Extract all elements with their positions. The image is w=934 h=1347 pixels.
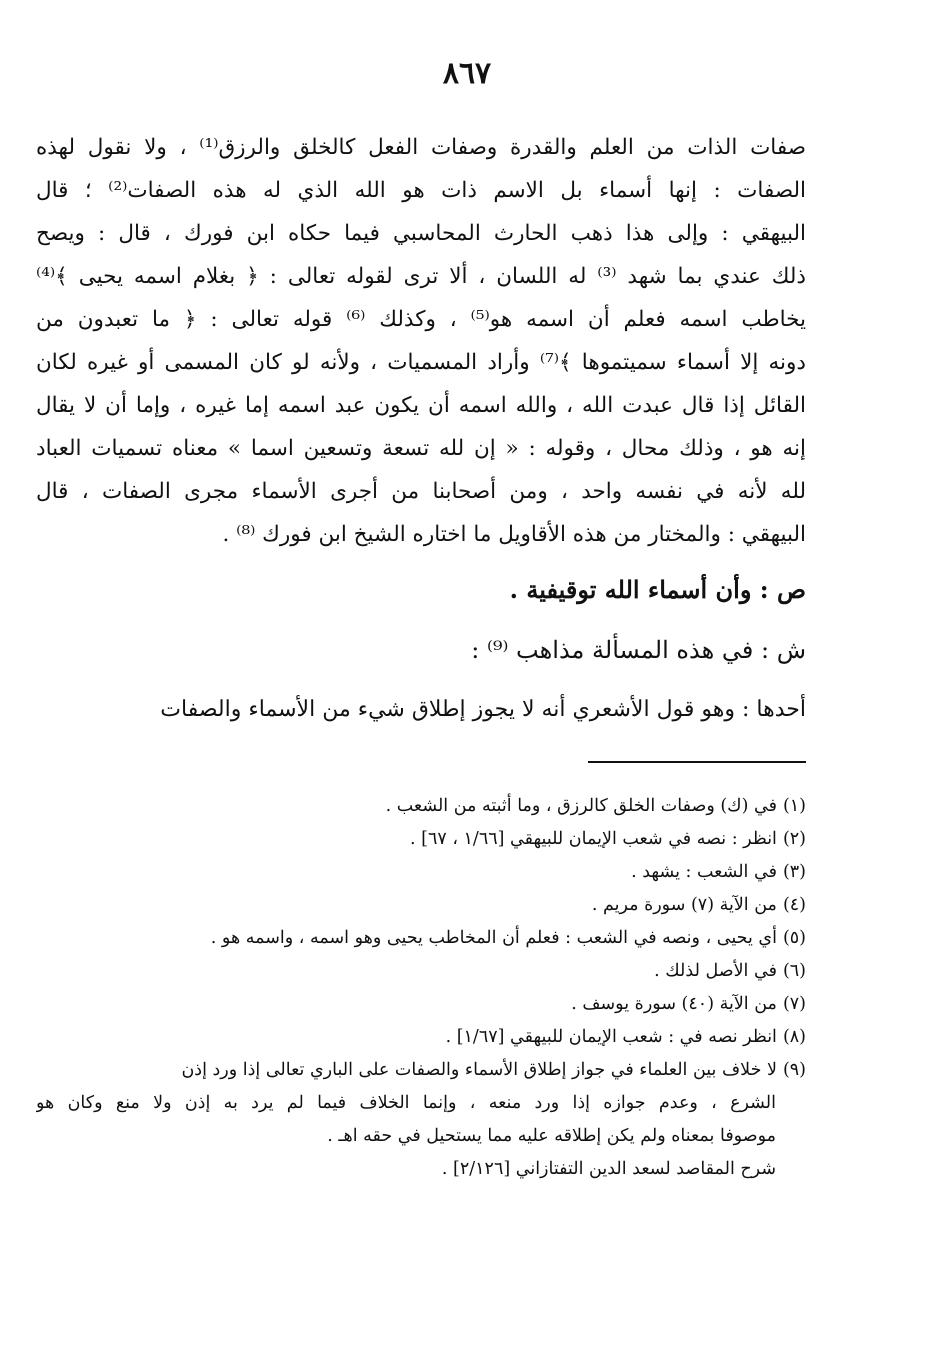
- footnotes: [36, 790, 806, 1186]
- footnote: [36, 856, 806, 889]
- footnote-text: في الشعب : يشهد .: [631, 862, 777, 882]
- footnote-number: (٦): [782, 961, 806, 981]
- page-number: ٨٦٧: [442, 56, 492, 91]
- main-text: [36, 126, 806, 556]
- text-heading-sad: ص : وأن أسماء الله توقيفية .: [509, 575, 806, 604]
- footnote-continuation: موصوفا بمعناه ولم يكن إطلاقه عليه مما يستحيل في حقه اهـ .: [327, 1126, 776, 1146]
- main-line: إنه هو ، وذلك محال ، وقوله : « إن لله تسعة وتسعين اسما » معناه تسميات العباد: [36, 436, 806, 461]
- main-line: دونه إلا أسماء سميتموها ﴾⁽⁷⁾ وأراد المسميات ، ولأنه لو كان المسمى أو غيره لكان: [36, 350, 806, 375]
- main-line: الصفات : إنها أسماء بل الاسم ذات هو الله الذي له هذه الصفات⁽²⁾ ؛ قال: [36, 178, 806, 203]
- footnote-number: (١): [782, 796, 806, 816]
- main-line: البيهقي : وإلى هذا ذهب الحارث المحاسبي فيما حكاه ابن فورك ، قال : ويصح: [36, 221, 806, 246]
- footnote-continuation: الشرع ، وعدم جوازه إذا ورد منعه ، وإنما الخلاف فيما لم يرد به إذن ولا منع وكان هو: [36, 1093, 776, 1113]
- footnote-number: (٥): [782, 928, 806, 948]
- footnote-text: من الآية (٤٠) سورة يوسف .: [571, 994, 777, 1014]
- commentary-heading-shin: ش : في هذه المسألة مذاهب ⁽⁹⁾ :: [471, 636, 806, 664]
- footnote: [36, 955, 806, 988]
- footnote-text: لا خلاف بين العلماء في جواز إطلاق الأسماء والصفات على الباري تعالى إذا ورد إذن: [181, 1060, 777, 1080]
- footnote-number: (٧): [782, 994, 806, 1014]
- first-opinion-line: أحدها : وهو قول الأشعري أنه لا يجوز إطلاق شيء من الأسماء والصفات: [160, 697, 806, 722]
- main-line: القائل إذا قال عبدت الله ، والله اسمه أن يكون عبد اسمه إما غيره ، وإما أن لا يقال: [36, 393, 806, 418]
- footnote-number: (٣): [782, 862, 806, 882]
- footnote: [36, 1021, 806, 1054]
- main-line: ذلك عندي بما شهد ⁽³⁾ له اللسان ، ألا ترى لقوله تعالى : ﴿ بغلام اسمه يحيى ﴾⁽⁴⁾: [36, 264, 806, 289]
- main-line: صفات الذات من العلم والقدرة وصفات الفعل كالخلق والرزق⁽¹⁾ ، ولا نقول لهذه: [36, 135, 806, 160]
- footnote: [36, 922, 806, 955]
- footnote-text: انظر : نصه في شعب الإيمان للبيهقي [١/٦٦ ، ٦٧] .: [409, 829, 777, 849]
- footnote-number: (٢): [782, 829, 806, 849]
- footnote: [36, 1054, 806, 1087]
- footnote-number: (٨): [782, 1027, 806, 1047]
- footnote-text: في الأصل لذلك .: [654, 961, 777, 981]
- footnote: [36, 889, 806, 922]
- footnote-text: من الآية (٧) سورة مريم .: [591, 895, 777, 915]
- footnote: [36, 790, 806, 823]
- footnote-text: أي يحيى ، ونصه في الشعب : فعلم أن المخاطب يحيى وهو اسمه ، واسمه هو .: [210, 928, 777, 948]
- footnote-text: انظر نصه في : شعب الإيمان للبيهقي [١/٦٧] .: [445, 1027, 777, 1047]
- footnote-divider: [588, 761, 806, 763]
- main-line: لله لأنه في نفسه واحد ، ومن أصحابنا من أجرى الأسماء مجرى الصفات ، قال: [36, 479, 806, 504]
- footnote-text: في (ك) وصفات الخلق كالرزق ، وما أثبته من الشعب .: [385, 796, 777, 816]
- main-line: يخاطب اسمه فعلم أن اسمه هو⁽⁵⁾ ، وكذلك ⁽⁶⁾ قوله تعالى : ﴿ ما تعبدون من: [36, 307, 806, 332]
- footnote: [36, 988, 806, 1021]
- footnote-source: شرح المقاصد لسعد الدين التفتازاني [٢/١٢٦] .: [441, 1159, 776, 1179]
- footnote-number: (٤): [782, 895, 806, 915]
- footnote: [36, 823, 806, 856]
- main-line: البيهقي : والمختار من هذه الأقاويل ما اختاره الشيخ ابن فورك ⁽⁸⁾ .: [222, 522, 806, 547]
- footnote-number: (٩): [782, 1060, 806, 1080]
